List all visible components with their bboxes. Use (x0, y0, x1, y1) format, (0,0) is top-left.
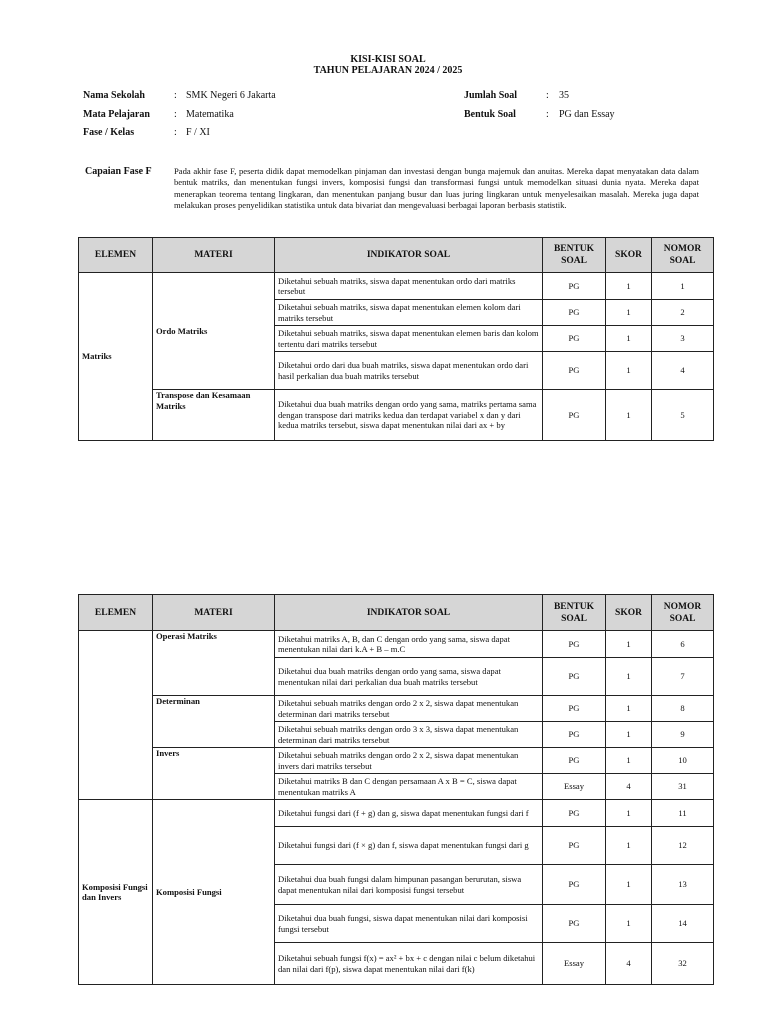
bentuk-cell: PG (543, 696, 606, 722)
col-header-nomor: NOMOR SOAL (652, 238, 714, 273)
indikator-cell: Diketahui sebuah fungsi f(x) = ax² + bx + c dengan nilai c belum diketahui dan nilai dari f(p), siswa dapat menentukan nilai dari f(k) (275, 943, 543, 985)
bentuk-cell: PG (543, 865, 606, 905)
skor-cell: 1 (606, 696, 652, 722)
school-label: Nama Sekolah (83, 90, 145, 101)
skor-cell: 1 (606, 631, 652, 658)
col-header-bentuk: BENTUK SOAL (543, 595, 606, 631)
bentuk-cell: PG (543, 273, 606, 300)
elemen-cell: Komposisi Fungsi dan Invers (79, 800, 153, 985)
bentuk-cell: PG (543, 352, 606, 390)
indikator-cell: Diketahui dua buah matriks dengan ordo yang sama, siswa dapat menentukan nilai dari perkalian dua buah matriks tersebut (275, 658, 543, 696)
bentuk-cell: PG (543, 905, 606, 943)
question-type-value: PG dan Essay (559, 109, 615, 120)
bentuk-cell: PG (543, 658, 606, 696)
total-questions-colon: : (546, 90, 549, 101)
question-type-label: Bentuk Soal (464, 109, 516, 120)
materi-cell: Transpose dan Kesamaan Matriks (153, 390, 275, 441)
phase-colon: : (174, 127, 177, 138)
skor-cell: 1 (606, 905, 652, 943)
nomor-cell: 32 (652, 943, 714, 985)
skor-cell: 1 (606, 273, 652, 300)
school-value: SMK Negeri 6 Jakarta (186, 90, 276, 101)
subject-colon: : (174, 109, 177, 120)
skor-cell: 1 (606, 722, 652, 748)
bentuk-cell: PG (543, 827, 606, 865)
nomor-cell: 1 (652, 273, 714, 300)
nomor-cell: 12 (652, 827, 714, 865)
col-header-elemen: ELEMEN (79, 238, 153, 273)
bentuk-cell: PG (543, 390, 606, 441)
subject-label: Mata Pelajaran (83, 109, 150, 120)
school-colon: : (174, 90, 177, 101)
indikator-cell: Diketahui dua buah matriks dengan ordo yang sama, matriks pertama sama dengan transpose dari matriks kedua dan terdapat variabel x dan y dari kedua matriks tersebut, siswa dapat menentukan nilai dari ax + by (275, 390, 543, 441)
indikator-cell: Diketahui sebuah matriks, siswa dapat menentukan ordo dari matriks tersebut (275, 273, 543, 300)
skor-cell: 1 (606, 300, 652, 326)
table-row (79, 800, 714, 827)
nomor-cell: 7 (652, 658, 714, 696)
nomor-cell: 14 (652, 905, 714, 943)
col-header-nomor: NOMOR SOAL (652, 595, 714, 631)
indikator-cell: Diketahui sebuah matriks, siswa dapat menentukan elemen baris dan kolom tertentu dari matriks tersebut (275, 326, 543, 352)
bentuk-cell: Essay (543, 943, 606, 985)
skor-cell: 4 (606, 943, 652, 985)
academic-year: TAHUN PELAJARAN 2024 / 2025 (313, 65, 463, 76)
col-header-bentuk: BENTUK SOAL (543, 238, 606, 273)
capaian-label: Capaian Fase F (85, 166, 152, 177)
nomor-cell: 10 (652, 748, 714, 774)
materi-cell: Ordo Matriks (153, 273, 275, 390)
nomor-cell: 9 (652, 722, 714, 748)
materi-cell: Determinan (153, 696, 275, 748)
indikator-cell: Diketahui sebuah matriks, siswa dapat menentukan elemen kolom dari matriks tersebut (275, 300, 543, 326)
materi-cell: Operasi Matriks (153, 631, 275, 696)
indikator-cell: Diketahui matriks A, B, dan C dengan ordo yang sama, siswa dapat menentukan nilai dari k.A + B – m.C (275, 631, 543, 658)
col-header-materi: MATERI (153, 238, 275, 273)
nomor-cell: 4 (652, 352, 714, 390)
materi-cell: Komposisi Fungsi (153, 800, 275, 985)
bentuk-cell: PG (543, 631, 606, 658)
phase-value: F / XI (186, 127, 210, 138)
bentuk-cell: PG (543, 800, 606, 827)
nomor-cell: 5 (652, 390, 714, 441)
nomor-cell: 13 (652, 865, 714, 905)
document-title: KISI-KISI SOAL (350, 54, 426, 65)
col-header-elemen: ELEMEN (79, 595, 153, 631)
table-row (79, 390, 714, 441)
bentuk-cell: PG (543, 748, 606, 774)
skor-cell: 1 (606, 658, 652, 696)
skor-cell: 1 (606, 748, 652, 774)
col-header-indikator: INDIKATOR SOAL (275, 238, 543, 273)
indikator-cell: Diketahui fungsi dari (f + g) dan g, siswa dapat menentukan fungsi dari f (275, 800, 543, 827)
grid-table-1 (78, 237, 714, 441)
table-header-row (79, 238, 714, 273)
indikator-cell: Diketahui sebuah matriks dengan ordo 3 x 3, siswa dapat menentukan determinan dari matriks tersebut (275, 722, 543, 748)
nomor-cell: 8 (652, 696, 714, 722)
col-header-materi: MATERI (153, 595, 275, 631)
elemen-cell: Matriks (79, 273, 153, 441)
bentuk-cell: Essay (543, 774, 606, 800)
indikator-cell: Diketahui sebuah matriks dengan ordo 2 x 2, siswa dapat menentukan determinan dari matriks tersebut (275, 696, 543, 722)
indikator-cell: Diketahui dua buah fungsi, siswa dapat menentukan nilai dari komposisi fungsi tersebut (275, 905, 543, 943)
skor-cell: 1 (606, 326, 652, 352)
capaian-text: Pada akhir fase F, peserta didik dapat memodelkan pinjaman dan investasi dengan bunga majemuk dan anuitas. Mereka dapat menyatakan data dalam bentuk matriks, dan menentukan fungsi invers, komposisi fungsi dan transformasi fungsi untuk memodelkan situasi dunia nyata. Mereka dapat menerapkan teorema tentang lingkaran, dan menentukan panjang busur dan luas juring lingkaran untuk menyelesaikan masalah. Mereka juga dapat melakukan proses penyelidikan statistika untuk data bivariat dan mengevaluasi berbagai laporan berbasis statistik. (174, 166, 699, 211)
nomor-cell: 31 (652, 774, 714, 800)
table-row (79, 748, 714, 774)
nomor-cell: 3 (652, 326, 714, 352)
indikator-cell: Diketahui sebuah matriks dengan ordo 2 x 2, siswa dapat menentukan invers dari matriks tersebut (275, 748, 543, 774)
indikator-cell: Diketahui ordo dari dua buah matriks, siswa dapat menentukan ordo dari hasil perkalian dua buah matriks tersebut (275, 352, 543, 390)
bentuk-cell: PG (543, 300, 606, 326)
nomor-cell: 11 (652, 800, 714, 827)
indikator-cell: Diketahui fungsi dari (f × g) dan f, siswa dapat menentukan fungsi dari g (275, 827, 543, 865)
table-row (79, 696, 714, 722)
subject-value: Matematika (186, 109, 234, 120)
col-header-indikator: INDIKATOR SOAL (275, 595, 543, 631)
indikator-cell: Diketahui matriks B dan C dengan persamaan A x B = C, siswa dapat menentukan matriks A (275, 774, 543, 800)
skor-cell: 1 (606, 827, 652, 865)
skor-cell: 1 (606, 352, 652, 390)
skor-cell: 1 (606, 800, 652, 827)
skor-cell: 4 (606, 774, 652, 800)
nomor-cell: 2 (652, 300, 714, 326)
elemen-cell-empty (79, 631, 153, 800)
materi-cell: Invers (153, 748, 275, 800)
phase-label: Fase / Kelas (83, 127, 135, 138)
col-header-skor: SKOR (606, 238, 652, 273)
col-header-skor: SKOR (606, 595, 652, 631)
table-row (79, 631, 714, 658)
nomor-cell: 6 (652, 631, 714, 658)
bentuk-cell: PG (543, 722, 606, 748)
bentuk-cell: PG (543, 326, 606, 352)
table-header-row (79, 595, 714, 631)
indikator-cell: Diketahui dua buah fungsi dalam himpunan pasangan berurutan, siswa dapat menentukan nilai dari komposisi fungsi tersebut (275, 865, 543, 905)
skor-cell: 1 (606, 865, 652, 905)
question-type-colon: : (546, 109, 549, 120)
total-questions-value: 35 (559, 90, 569, 101)
total-questions-label: Jumlah Soal (464, 90, 518, 101)
table-row (79, 273, 714, 300)
skor-cell: 1 (606, 390, 652, 441)
grid-table-2 (78, 594, 714, 985)
